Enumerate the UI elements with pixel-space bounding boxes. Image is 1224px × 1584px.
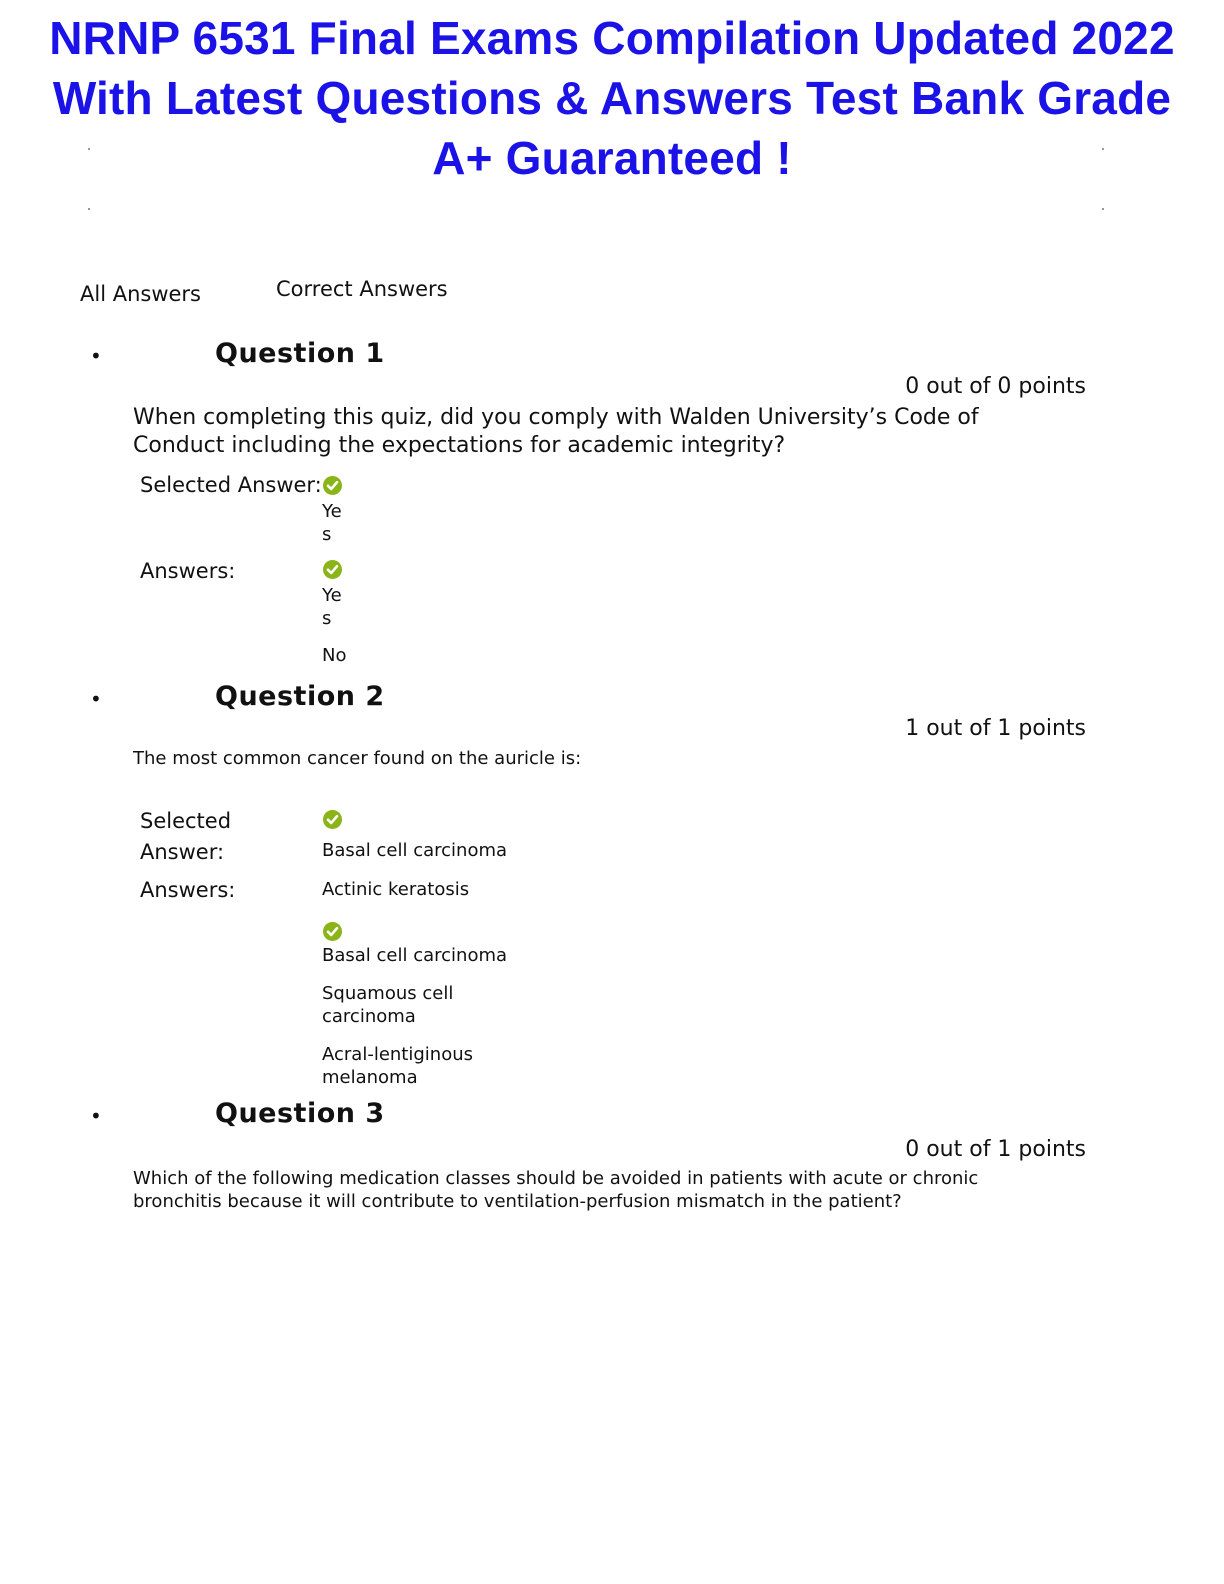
selected-answer-value: Basal cell carcinoma	[322, 840, 508, 861]
decor-dot	[1102, 148, 1104, 150]
answer-option: Yes	[322, 585, 342, 629]
bullet: •	[90, 1104, 102, 1128]
selected-answer-value: Yes	[322, 501, 342, 545]
decor-dot	[1102, 208, 1104, 210]
question-heading: Question 3	[215, 1098, 385, 1129]
answer-option: Basal cell carcinoma	[322, 945, 508, 966]
question-text: The most common cancer found on the auricle is:	[133, 748, 582, 769]
selected-answer-label: Selected Answer:	[140, 473, 322, 497]
bullet: •	[90, 687, 102, 711]
answer-option: Acral-lentiginous melanoma	[322, 1044, 473, 1088]
question-points: 1 out of 1 points	[905, 716, 1086, 741]
question-points: 0 out of 1 points	[905, 1137, 1086, 1162]
check-circle-icon	[323, 922, 342, 945]
tab-all-answers[interactable]: All Answers	[80, 282, 201, 306]
selected-answer-label: Selected	[140, 809, 232, 833]
answer-option: Squamous cell carcinoma	[322, 983, 454, 1027]
check-circle-icon	[323, 560, 342, 583]
answers-label: Answers:	[140, 878, 236, 902]
bullet: •	[90, 344, 102, 368]
question-text: When completing this quiz, did you comply with Walden University’s Code of Conduct including the expectations for academic integrity?	[133, 405, 979, 458]
question-heading: Question 1	[215, 338, 385, 369]
tab-correct-answers[interactable]: Correct Answers	[276, 277, 448, 301]
selected-answer-label: Answer:	[140, 840, 225, 864]
question-points: 0 out of 0 points	[905, 374, 1086, 399]
check-circle-icon	[323, 810, 342, 833]
answer-option: Actinic keratosis	[322, 879, 470, 900]
decor-dot	[88, 148, 90, 150]
decor-dot	[88, 208, 90, 210]
answer-option: No	[322, 645, 347, 666]
answers-label: Answers:	[140, 559, 236, 583]
document-title: NRNP 6531 Final Exams Compilation Updated 2022 With Latest Questions & Answers Test Bank Grade A+ Guaranteed !	[49, 12, 1175, 184]
check-circle-icon	[323, 476, 342, 499]
question-heading: Question 2	[215, 681, 385, 712]
question-text: Which of the following medication classes should be avoided in patients with acute or chronic bronchitis because it will contribute to ventilation-perfusion mismatch in the patient?	[133, 1168, 979, 1212]
